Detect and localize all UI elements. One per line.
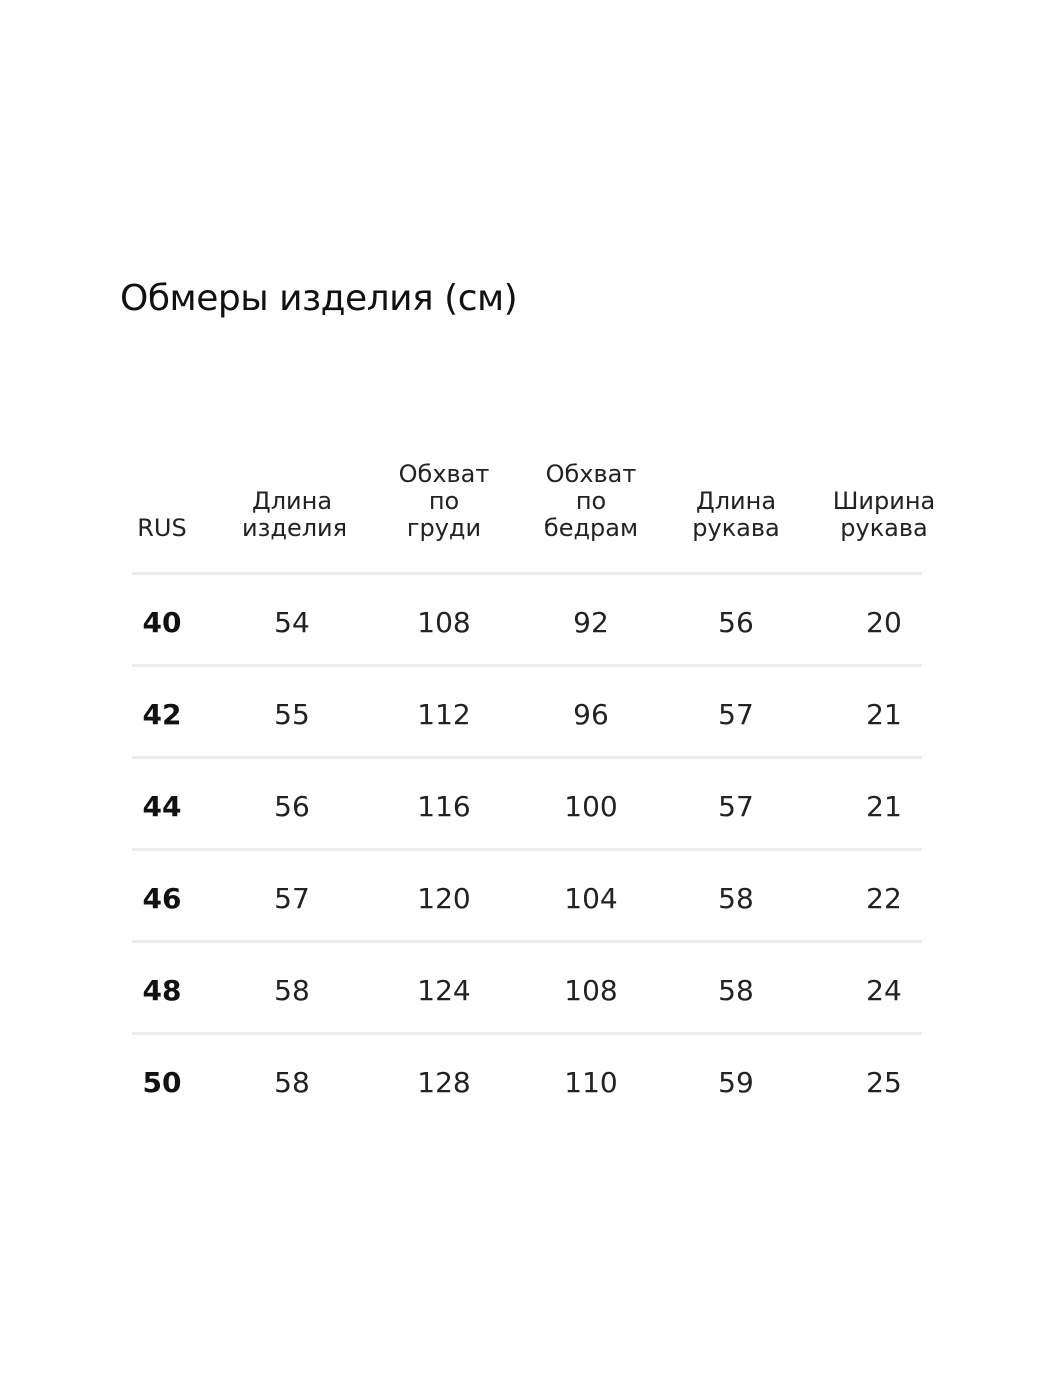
hips-cell: 104 xyxy=(564,882,618,915)
table-row xyxy=(132,943,922,1035)
chest-cell: 120 xyxy=(417,882,471,915)
column-header-sleeve-length: Длина рукава xyxy=(692,487,780,542)
sleeve-length-cell: 56 xyxy=(718,606,754,639)
sleeve-width-cell: 22 xyxy=(866,882,902,915)
length-cell: 58 xyxy=(274,1066,310,1099)
sleeve-length-cell: 58 xyxy=(718,974,754,1007)
hips-cell: 100 xyxy=(564,790,618,823)
length-cell: 55 xyxy=(274,698,310,731)
length-cell: 58 xyxy=(274,974,310,1007)
page-title: Обмеры изделия (см) xyxy=(120,278,518,319)
sleeve-width-cell: 24 xyxy=(866,974,902,1007)
size-cell: 44 xyxy=(142,790,182,823)
column-header-sleeve-width: Ширина рукава xyxy=(832,487,936,542)
sleeve-length-cell: 58 xyxy=(718,882,754,915)
table-row xyxy=(132,667,922,759)
length-cell: 57 xyxy=(274,882,310,915)
sleeve-width-cell: 25 xyxy=(866,1066,902,1099)
table-row xyxy=(132,759,922,851)
hips-cell: 92 xyxy=(573,606,609,639)
sleeve-length-cell: 59 xyxy=(718,1066,754,1099)
chest-cell: 124 xyxy=(417,974,471,1007)
chest-cell: 108 xyxy=(417,606,471,639)
size-cell: 50 xyxy=(142,1066,182,1099)
sleeve-width-cell: 21 xyxy=(866,790,902,823)
column-header-hips: Обхват по бедрам xyxy=(543,460,639,542)
size-cell: 48 xyxy=(142,974,182,1007)
length-cell: 56 xyxy=(274,790,310,823)
size-cell: 46 xyxy=(142,882,182,915)
hips-cell: 110 xyxy=(564,1066,618,1099)
sleeve-length-cell: 57 xyxy=(718,790,754,823)
chest-cell: 112 xyxy=(417,698,471,731)
sleeve-width-cell: 21 xyxy=(866,698,902,731)
sleeve-length-cell: 57 xyxy=(718,698,754,731)
sleeve-width-cell: 20 xyxy=(866,606,902,639)
table-row xyxy=(132,1035,922,1124)
size-cell: 42 xyxy=(142,698,182,731)
table-row xyxy=(132,851,922,943)
size-table xyxy=(132,455,936,1124)
size-cell: 40 xyxy=(142,606,182,639)
chest-cell: 128 xyxy=(417,1066,471,1099)
column-header-length: Длина изделия xyxy=(242,487,348,542)
column-header-chest: Обхват по груди xyxy=(398,460,490,542)
table-row xyxy=(132,575,922,667)
hips-cell: 108 xyxy=(564,974,618,1007)
chest-cell: 116 xyxy=(417,790,471,823)
column-header-rus: RUS xyxy=(137,514,187,542)
table-header xyxy=(132,455,936,575)
length-cell: 54 xyxy=(274,606,310,639)
hips-cell: 96 xyxy=(573,698,609,731)
